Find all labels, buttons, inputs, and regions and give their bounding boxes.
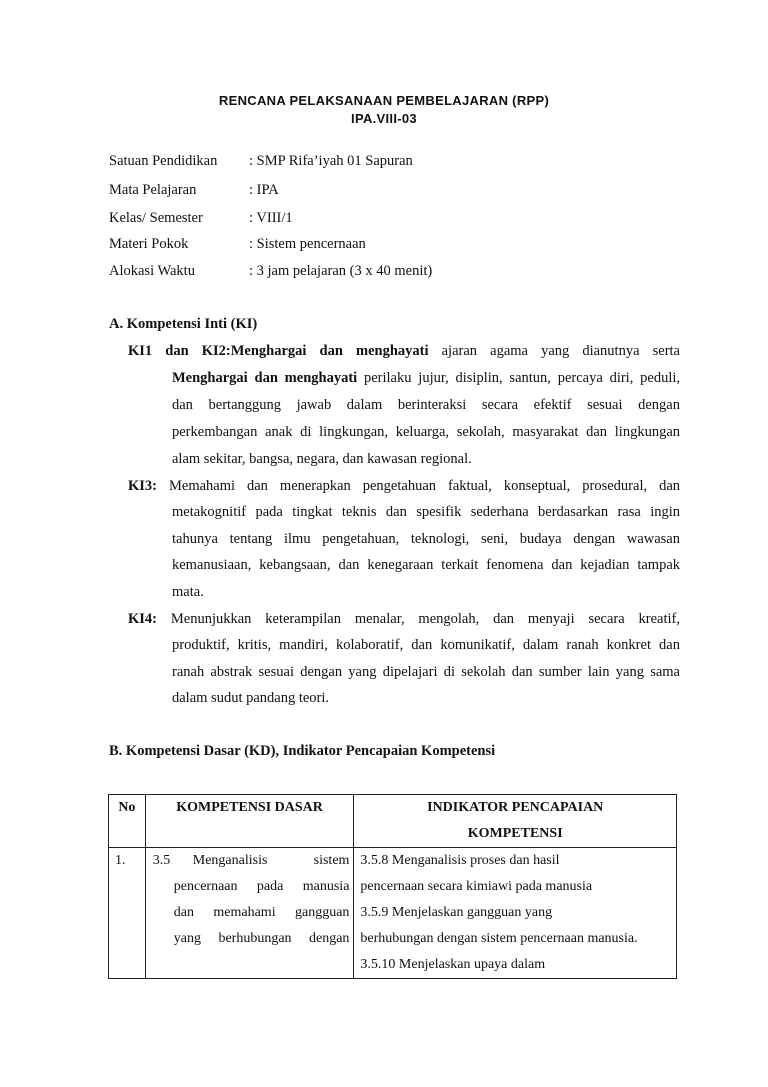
table-header-row — [109, 795, 677, 848]
section-a-heading: A. Kompetensi Inti (KI) — [109, 316, 258, 332]
header-ipk-line2: KOMPETENSI — [467, 826, 563, 841]
kd-line-1-text: Menganalisis sistem — [192, 853, 350, 868]
header-ipk-line1: INDIKATOR PENCAPAIAN — [427, 800, 604, 815]
cell-ipk — [354, 848, 677, 979]
ki1-line2-rest: perilaku jujur, disiplin, santun, percaya diri, peduli, — [363, 370, 680, 386]
info-value-materi: : Sistem pencernaan — [249, 236, 366, 252]
kd-line-3: dan memahami gangguan — [173, 905, 350, 920]
ipk-line-2: pencernaan secara kimiawi pada manusia — [360, 879, 593, 894]
kd-indikator-table — [108, 794, 677, 979]
ki3-line-3: tahunya tentang ilmu pengetahuan, teknologi, seni, budaya dengan wawasan — [172, 531, 680, 547]
header-kd — [145, 795, 354, 848]
ki4-line-2: produktif, kritis, mandiri, kolaboratif, dan komunikatif, dalam ranah konkret dan — [172, 637, 680, 653]
cell-no — [109, 848, 146, 979]
header-ipk — [354, 795, 677, 848]
ki1-line-1 — [128, 343, 680, 360]
table-row — [109, 848, 677, 979]
info-label-mapel: Mata Pelajaran — [109, 182, 197, 198]
kd-line-4: yang berhubungan dengan — [173, 931, 350, 946]
ki3-line-2: metakognitif pada tingkat teknis dan spesifik sederhana berdasarkan rasa ingin — [172, 504, 680, 520]
ki1-line-3: dan bertanggung jawab dalam berinteraksi secara efektif sesuai dengan — [172, 397, 680, 413]
ipk-line-3: 3.5.9 Menjelaskan gangguan yang — [360, 905, 553, 920]
info-value-kelas: : VIII/1 — [249, 210, 293, 226]
ki4-line-3: ranah abstrak sesuai dengan yang dipelajari di sekolah dan sumber lain yang sama — [172, 664, 680, 680]
ki3-label: KI3: — [128, 478, 157, 494]
info-label-satuan: Satuan Pendidikan — [109, 153, 218, 169]
section-b-heading: B. Kompetensi Dasar (KD), Indikator Pencapaian Kompetensi — [109, 743, 496, 759]
header-no-text: No — [118, 800, 136, 815]
ki3-line-4: kemanusiaan, kebangsaan, dan kenegaraan terkait fenomena dan kejadian tampak — [172, 557, 680, 573]
ki4-line-4: dalam sudut pandang teori. — [172, 690, 330, 706]
header-kd-text: KOMPETENSI DASAR — [176, 800, 323, 815]
ipk-line-4: berhubungan dengan sistem pencernaan manusia. — [360, 931, 638, 946]
ki1-line-5: alam sekitar, bangsa, negara, dan kawasan regional. — [172, 451, 472, 467]
ki3-first-rest: Memahami dan menerapkan pengetahuan faktual, konseptual, prosedural, dan — [168, 478, 681, 494]
ki4-first-rest: Menunjukkan keterampilan menalar, mengolah, dan menyaji secara kreatif, — [170, 611, 681, 627]
ki3-line-1 — [128, 478, 680, 495]
kd-line-1 — [146, 848, 354, 874]
ki1-label: KI1 dan KI2: — [128, 343, 231, 359]
ki3-line-5: mata. — [172, 584, 204, 600]
ki1-line-2 — [172, 370, 680, 387]
ipk-line-5: 3.5.10 Menjelaskan upaya dalam — [360, 957, 546, 972]
kd-line-empty — [146, 952, 354, 978]
header-no — [109, 795, 146, 848]
info-value-waktu: : 3 jam pelajaran (3 x 40 menit) — [249, 263, 433, 279]
ki4-line-1 — [128, 611, 680, 628]
ki4-label: KI4: — [128, 611, 157, 627]
ki1-line-4: perkembangan anak di lingkungan, keluarga, sekolah, masyarakat dan lingkungan — [172, 424, 680, 440]
ki1-line1-rest: ajaran agama yang dianutnya serta — [441, 343, 680, 359]
document-title: RENCANA PELAKSANAAN PEMBELAJARAN (RPP) — [218, 93, 550, 108]
kd-code: 3.5 — [152, 853, 171, 868]
kd-line-2: pencernaan pada manusia — [173, 879, 350, 894]
document-code: IPA.VIII-03 — [351, 111, 417, 126]
ipk-line-1: 3.5.8 Menganalisis proses dan hasil — [360, 853, 560, 868]
info-label-materi: Materi Pokok — [109, 236, 189, 252]
info-value-mapel: : IPA — [249, 182, 279, 198]
cell-kd — [145, 848, 354, 979]
ki1-line2-bold: Menghargai dan menghayati — [172, 370, 358, 386]
info-label-kelas: Kelas/ Semester — [109, 210, 203, 226]
row-no: 1. — [115, 853, 126, 868]
info-label-waktu: Alokasi Waktu — [109, 263, 195, 279]
info-value-satuan: : SMP Rifa’iyah 01 Sapuran — [249, 153, 413, 169]
ki1-bold-lead: Menghargai dan menghayati — [230, 343, 429, 359]
